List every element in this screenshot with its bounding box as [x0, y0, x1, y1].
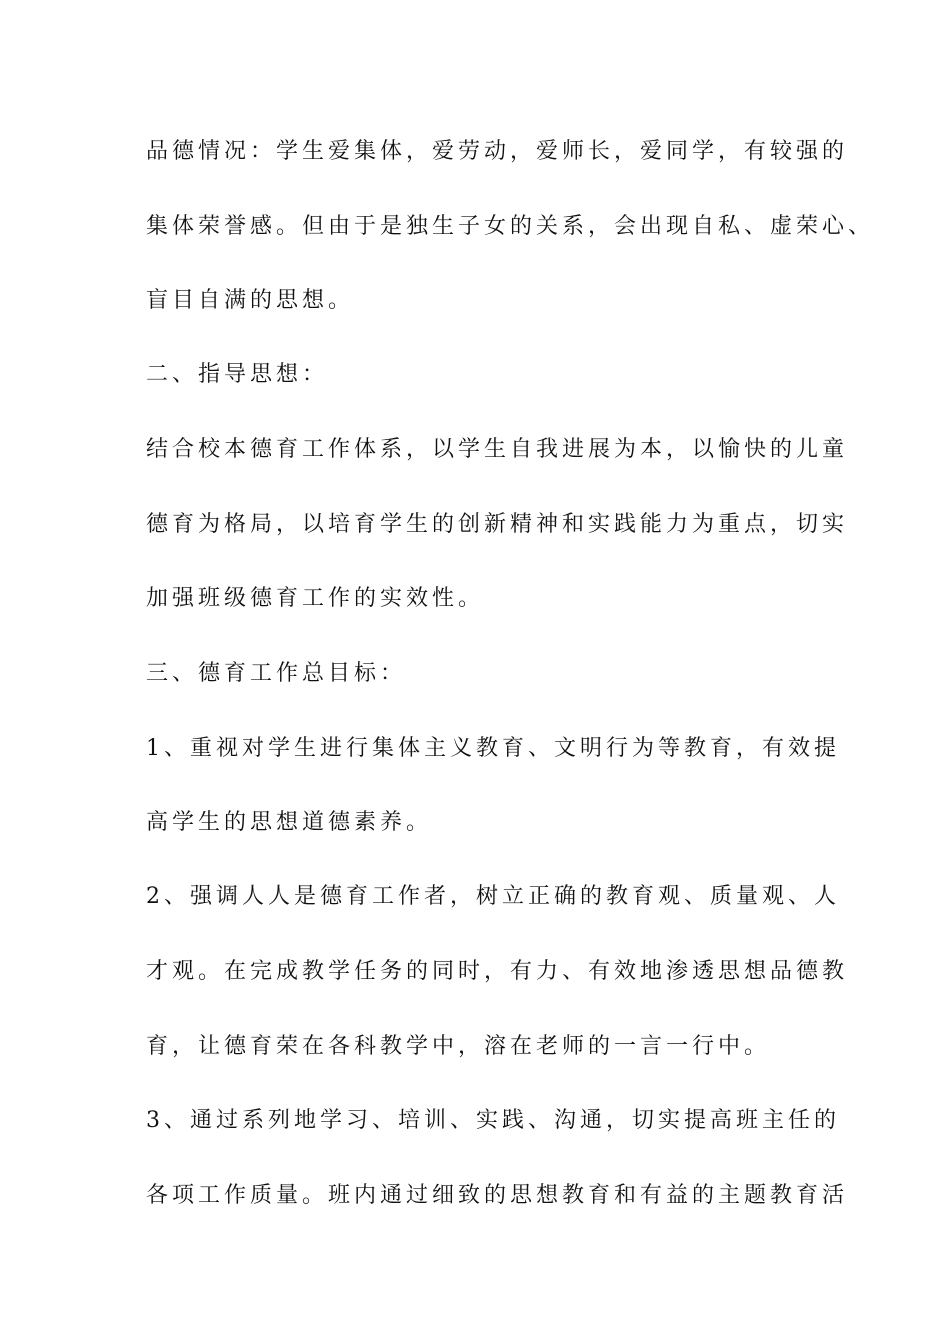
- text-line: 2、强调人人是德育工作者，树立正确的教育观、质量观、人: [146, 884, 840, 909]
- text-line: 结合校本德育工作体系，以学生自我进展为本，以愉快的儿童: [146, 437, 849, 462]
- text-line: 才观。在完成教学任务的同时，有力、有效地渗透思想品德教: [146, 959, 849, 984]
- text-line: 育，让德育荣在各科教学中，溶在老师的一言一行中。: [146, 1034, 771, 1059]
- text-line: 3、通过系列地学习、培训、实践、沟通，切实提高班主任的: [146, 1108, 840, 1133]
- text-line: 盲目自满的思想。: [146, 288, 355, 313]
- text-line: 加强班级德育工作的实效性。: [146, 586, 485, 611]
- text-line: 德育为格局，以培育学生的创新精神和实践能力为重点，切实: [146, 512, 849, 537]
- text-line: 各项工作质量。班内通过细致的思想教育和有益的主题教育活: [146, 1183, 849, 1208]
- section-heading: 二、指导思想：: [146, 362, 329, 387]
- text-line: 高学生的思想道德素养。: [146, 810, 433, 835]
- text-line: 品德情况：学生爱集体，爱劳动，爱师长，爱同学，有较强的: [146, 139, 849, 164]
- section-heading: 三、德育工作总目标：: [146, 661, 407, 686]
- text-line: 1、重视对学生进行集体主义教育、文明行为等教育，有效提: [146, 736, 840, 761]
- text-line: 集体荣誉感。但由于是独生子女的关系，会出现自私、虚荣心、: [146, 214, 875, 239]
